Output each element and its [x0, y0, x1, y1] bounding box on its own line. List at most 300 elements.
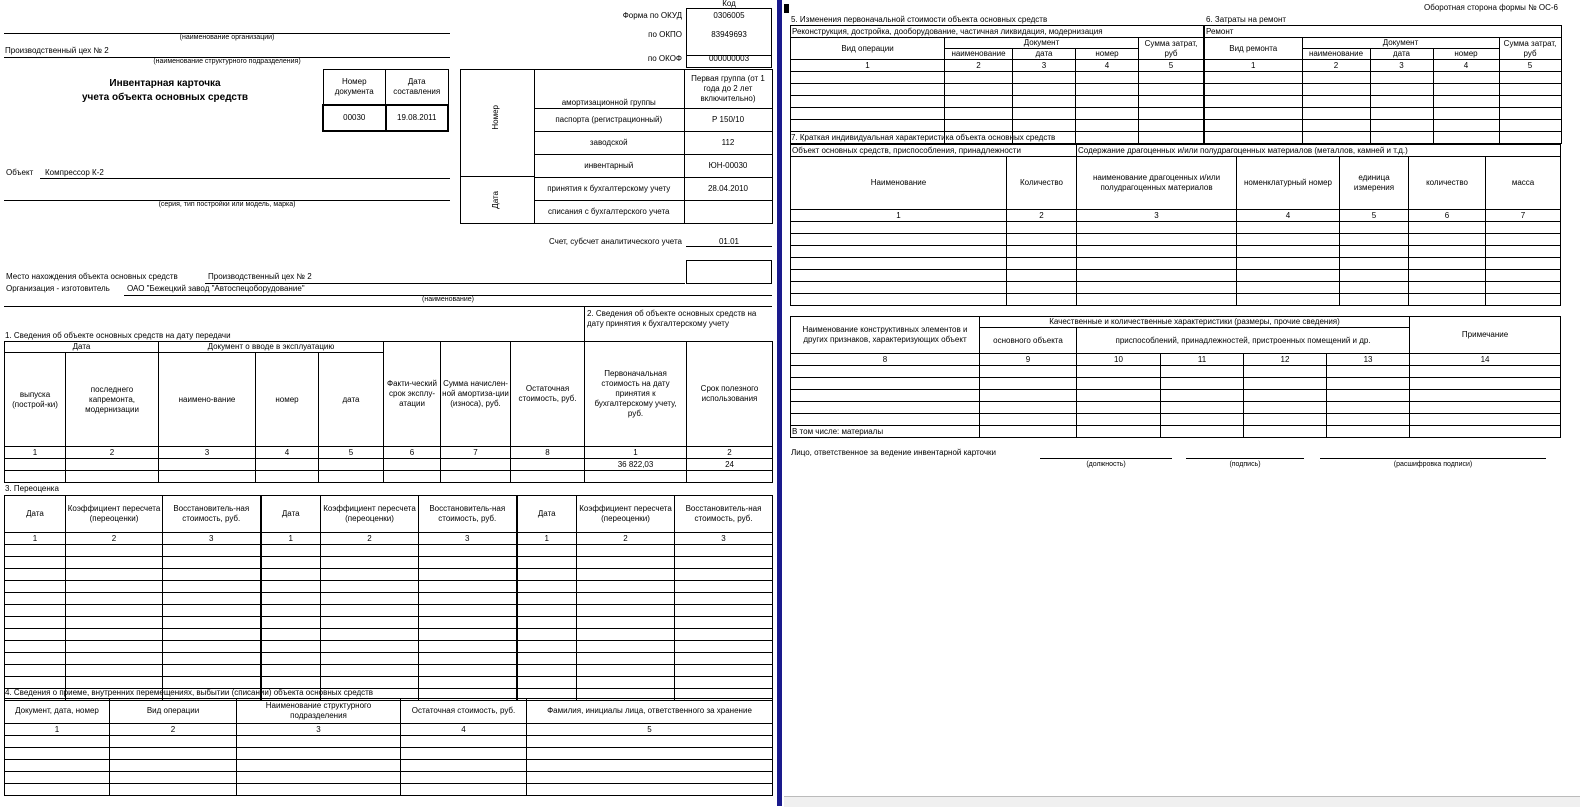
useful-life-value[interactable]: 24 — [687, 459, 773, 471]
writeoff-date-value[interactable] — [684, 201, 772, 224]
table-cell[interactable] — [675, 677, 773, 689]
table-cell[interactable] — [419, 629, 517, 641]
table-cell[interactable] — [419, 641, 517, 653]
table-cell[interactable] — [1327, 366, 1410, 378]
table-cell[interactable] — [1013, 72, 1076, 84]
table-cell[interactable] — [675, 545, 773, 557]
table-cell[interactable] — [980, 426, 1077, 438]
table-cell[interactable] — [1302, 72, 1370, 84]
table-cell[interactable] — [321, 557, 419, 569]
table-cell[interactable] — [66, 605, 163, 617]
table-cell[interactable] — [791, 378, 980, 390]
table-cell[interactable] — [1237, 270, 1340, 282]
table-cell[interactable] — [791, 120, 945, 132]
table-cell[interactable] — [1370, 120, 1433, 132]
okof-value[interactable]: 000000003 — [708, 54, 750, 63]
table-cell[interactable] — [163, 557, 261, 569]
table-cell[interactable] — [1013, 84, 1076, 96]
table-cell[interactable] — [945, 84, 1013, 96]
table-cell[interactable] — [791, 96, 945, 108]
table-cell[interactable] — [1302, 108, 1370, 120]
table-cell[interactable] — [577, 593, 675, 605]
table-cell[interactable] — [261, 593, 321, 605]
table-cell[interactable] — [163, 665, 261, 677]
table-cell[interactable] — [1486, 234, 1561, 246]
table-cell[interactable] — [1499, 132, 1561, 144]
table-cell[interactable] — [261, 653, 321, 665]
table-cell[interactable] — [5, 557, 66, 569]
table-cell[interactable] — [1076, 120, 1139, 132]
object-value[interactable]: Компрессор К-2 — [45, 168, 104, 177]
table-cell[interactable] — [5, 665, 66, 677]
table-cell[interactable] — [1340, 270, 1409, 282]
table-cell[interactable] — [1370, 84, 1433, 96]
table-cell[interactable] — [261, 581, 321, 593]
table-cell[interactable] — [163, 629, 261, 641]
table-cell[interactable] — [1237, 222, 1340, 234]
table-cell[interactable] — [1410, 366, 1561, 378]
table-cell[interactable] — [401, 784, 527, 796]
table-cell[interactable] — [517, 617, 577, 629]
table-cell[interactable] — [1410, 378, 1561, 390]
table-cell[interactable] — [321, 593, 419, 605]
table-cell[interactable] — [1370, 96, 1433, 108]
table-cell[interactable] — [1204, 120, 1302, 132]
factory-value[interactable]: 112 — [684, 132, 772, 155]
table-cell[interactable] — [577, 641, 675, 653]
table-cell[interactable] — [163, 653, 261, 665]
table-cell[interactable] — [1409, 234, 1486, 246]
table-cell[interactable] — [1077, 294, 1237, 306]
table-cell[interactable] — [5, 581, 66, 593]
table-cell[interactable] — [1077, 222, 1237, 234]
table-cell[interactable] — [401, 748, 527, 760]
table-cell[interactable] — [1237, 246, 1340, 258]
table-cell[interactable] — [1499, 84, 1561, 96]
table-cell[interactable] — [163, 545, 261, 557]
table-cell[interactable] — [1433, 72, 1499, 84]
table-cell[interactable] — [261, 629, 321, 641]
table-cell[interactable] — [1302, 120, 1370, 132]
table-cell[interactable] — [1077, 402, 1161, 414]
table-cell[interactable] — [1340, 282, 1409, 294]
table-cell[interactable] — [1237, 258, 1340, 270]
table-cell[interactable] — [5, 748, 110, 760]
table-cell[interactable] — [1007, 270, 1077, 282]
table-cell[interactable] — [1370, 72, 1433, 84]
table-cell[interactable] — [1486, 294, 1561, 306]
table-cell[interactable] — [1161, 426, 1244, 438]
table-cell[interactable] — [1340, 294, 1409, 306]
table-cell[interactable] — [1007, 222, 1077, 234]
table-cell[interactable] — [791, 270, 1007, 282]
table-cell[interactable] — [110, 784, 237, 796]
table-cell[interactable] — [66, 629, 163, 641]
table-cell[interactable] — [419, 545, 517, 557]
table-cell[interactable] — [1007, 234, 1077, 246]
table-cell[interactable] — [527, 736, 773, 748]
table-cell[interactable] — [5, 772, 110, 784]
table-cell[interactable] — [66, 593, 163, 605]
table-cell[interactable] — [1410, 426, 1561, 438]
table-cell[interactable] — [419, 605, 517, 617]
table-cell[interactable] — [675, 569, 773, 581]
table-cell[interactable] — [791, 366, 980, 378]
maker-value[interactable]: ОАО "Бежецкий завод "Автоспецоборудование" — [127, 284, 305, 293]
table-cell[interactable] — [1013, 96, 1076, 108]
table-cell[interactable] — [1409, 258, 1486, 270]
table-cell[interactable] — [419, 569, 517, 581]
table-cell[interactable] — [577, 569, 675, 581]
table-cell[interactable] — [1161, 414, 1244, 426]
table-cell[interactable] — [527, 772, 773, 784]
table-cell[interactable] — [1244, 414, 1327, 426]
table-cell[interactable] — [577, 545, 675, 557]
table-cell[interactable] — [675, 605, 773, 617]
table-cell[interactable] — [527, 760, 773, 772]
table-cell[interactable] — [321, 641, 419, 653]
table-cell[interactable] — [261, 617, 321, 629]
table-cell[interactable] — [1409, 270, 1486, 282]
table-cell[interactable] — [517, 677, 577, 689]
table-cell[interactable] — [321, 653, 419, 665]
table-cell[interactable] — [110, 772, 237, 784]
table-cell[interactable] — [321, 629, 419, 641]
decode-line[interactable] — [1320, 458, 1546, 459]
table-cell[interactable] — [980, 390, 1077, 402]
table-cell[interactable] — [517, 605, 577, 617]
table-cell[interactable] — [517, 641, 577, 653]
table-cell[interactable] — [261, 545, 321, 557]
table-cell[interactable] — [66, 665, 163, 677]
table-cell[interactable] — [66, 677, 163, 689]
table-cell[interactable] — [1486, 270, 1561, 282]
table-cell[interactable] — [401, 772, 527, 784]
table-cell[interactable] — [1244, 366, 1327, 378]
table-cell[interactable] — [321, 545, 419, 557]
table-cell[interactable] — [261, 605, 321, 617]
table-cell[interactable] — [675, 617, 773, 629]
table-cell[interactable] — [1486, 246, 1561, 258]
signature-line[interactable] — [1186, 458, 1304, 459]
table-cell[interactable] — [675, 641, 773, 653]
table-cell[interactable] — [527, 784, 773, 796]
table-cell[interactable] — [5, 760, 110, 772]
table-cell[interactable] — [1327, 390, 1410, 402]
table-cell[interactable] — [163, 593, 261, 605]
table-cell[interactable] — [675, 557, 773, 569]
table-cell[interactable] — [321, 569, 419, 581]
table-cell[interactable] — [163, 569, 261, 581]
table-cell[interactable] — [577, 605, 675, 617]
table-cell[interactable] — [1077, 270, 1237, 282]
table-cell[interactable] — [1410, 414, 1561, 426]
table-cell[interactable] — [577, 653, 675, 665]
table-cell[interactable] — [791, 246, 1007, 258]
table-cell[interactable] — [1077, 234, 1237, 246]
table-cell[interactable] — [1077, 258, 1237, 270]
table-cell[interactable] — [321, 617, 419, 629]
table-cell[interactable] — [577, 677, 675, 689]
table-cell[interactable] — [5, 605, 66, 617]
table-cell[interactable] — [1007, 294, 1077, 306]
table-cell[interactable] — [5, 545, 66, 557]
table-cell[interactable] — [1139, 96, 1204, 108]
table-cell[interactable] — [163, 677, 261, 689]
table-cell[interactable] — [66, 653, 163, 665]
table-cell[interactable] — [419, 665, 517, 677]
table-cell[interactable] — [517, 653, 577, 665]
table-cell[interactable] — [1244, 402, 1327, 414]
table-cell[interactable] — [5, 784, 110, 796]
table-cell[interactable] — [791, 414, 980, 426]
table-cell[interactable] — [1076, 108, 1139, 120]
table-cell[interactable] — [1302, 96, 1370, 108]
table-cell[interactable] — [1139, 120, 1204, 132]
table-cell[interactable] — [517, 557, 577, 569]
table-cell[interactable] — [1302, 84, 1370, 96]
table-cell[interactable] — [1409, 294, 1486, 306]
table-cell[interactable] — [321, 581, 419, 593]
table-cell[interactable] — [419, 617, 517, 629]
table-cell[interactable] — [1340, 222, 1409, 234]
table-cell[interactable] — [1327, 426, 1410, 438]
table-cell[interactable] — [1076, 84, 1139, 96]
table-cell[interactable] — [1433, 132, 1499, 144]
table-cell[interactable] — [1499, 108, 1561, 120]
table-cell[interactable] — [1204, 84, 1302, 96]
docnum-value[interactable]: 00030 — [323, 105, 386, 131]
table-cell[interactable] — [419, 581, 517, 593]
table-cell[interactable] — [517, 569, 577, 581]
table-cell[interactable] — [401, 760, 527, 772]
table-cell[interactable] — [1499, 72, 1561, 84]
table-cell[interactable] — [5, 736, 110, 748]
table-cell[interactable] — [1237, 282, 1340, 294]
table-cell[interactable] — [1499, 120, 1561, 132]
table-cell[interactable] — [1077, 378, 1161, 390]
table-cell[interactable] — [1013, 120, 1076, 132]
table-cell[interactable] — [1486, 222, 1561, 234]
table-cell[interactable] — [110, 736, 237, 748]
table-cell[interactable] — [1409, 222, 1486, 234]
table-cell[interactable] — [261, 641, 321, 653]
location-value[interactable]: Производственный цех № 2 — [208, 272, 312, 281]
table-cell[interactable] — [791, 390, 980, 402]
table-cell[interactable] — [517, 593, 577, 605]
table-cell[interactable] — [1409, 246, 1486, 258]
table-cell[interactable] — [1204, 96, 1302, 108]
table-cell[interactable] — [1340, 258, 1409, 270]
table-cell[interactable] — [980, 378, 1077, 390]
table-cell[interactable] — [980, 366, 1077, 378]
dept-value[interactable]: Производственный цех № 2 — [5, 46, 109, 55]
table-cell[interactable] — [1007, 282, 1077, 294]
table-cell[interactable] — [5, 653, 66, 665]
table-cell[interactable] — [419, 677, 517, 689]
table-cell[interactable] — [1076, 132, 1139, 144]
table-cell[interactable] — [1340, 246, 1409, 258]
table-cell[interactable] — [163, 605, 261, 617]
table-cell[interactable] — [945, 72, 1013, 84]
table-cell[interactable] — [1077, 282, 1237, 294]
table-cell[interactable] — [945, 96, 1013, 108]
table-cell[interactable] — [5, 569, 66, 581]
passport-value[interactable]: Р 150/10 — [684, 109, 772, 132]
table-cell[interactable] — [261, 557, 321, 569]
table-cell[interactable] — [1013, 108, 1076, 120]
table-cell[interactable] — [1007, 258, 1077, 270]
table-cell[interactable] — [1327, 402, 1410, 414]
table-cell[interactable] — [1499, 96, 1561, 108]
table-cell[interactable] — [791, 258, 1007, 270]
table-cell[interactable] — [517, 581, 577, 593]
table-cell[interactable] — [577, 629, 675, 641]
table-cell[interactable] — [5, 629, 66, 641]
table-cell[interactable] — [5, 593, 66, 605]
table-cell[interactable] — [945, 108, 1013, 120]
table-cell[interactable] — [791, 282, 1007, 294]
table-cell[interactable] — [945, 120, 1013, 132]
table-cell[interactable] — [517, 629, 577, 641]
table-cell[interactable] — [237, 736, 401, 748]
table-cell[interactable] — [419, 557, 517, 569]
table-cell[interactable] — [1370, 108, 1433, 120]
table-cell[interactable] — [1327, 378, 1410, 390]
table-cell[interactable] — [5, 641, 66, 653]
table-cell[interactable] — [1433, 108, 1499, 120]
table-cell[interactable] — [163, 641, 261, 653]
amort-group-value[interactable]: Первая группа (от 1 года до 2 лет включительно) — [684, 70, 772, 109]
table-cell[interactable] — [237, 772, 401, 784]
table-cell[interactable] — [163, 581, 261, 593]
table-cell[interactable] — [5, 617, 66, 629]
table-cell[interactable] — [237, 784, 401, 796]
bottom-scroll-strip[interactable] — [784, 796, 1580, 807]
table-cell[interactable] — [517, 665, 577, 677]
table-cell[interactable] — [1244, 426, 1327, 438]
table-cell[interactable] — [1139, 108, 1204, 120]
table-cell[interactable] — [66, 641, 163, 653]
table-cell[interactable] — [577, 617, 675, 629]
table-cell[interactable] — [1161, 366, 1244, 378]
table-cell[interactable] — [1161, 402, 1244, 414]
table-cell[interactable] — [1204, 72, 1302, 84]
inventory-value[interactable]: ЮН-00030 — [684, 155, 772, 178]
table-cell[interactable] — [66, 569, 163, 581]
table-cell[interactable] — [980, 414, 1077, 426]
table-cell[interactable] — [791, 222, 1007, 234]
table-cell[interactable] — [1139, 84, 1204, 96]
table-cell[interactable] — [1161, 378, 1244, 390]
table-cell[interactable] — [791, 108, 945, 120]
table-cell[interactable] — [110, 748, 237, 760]
table-cell[interactable] — [1076, 72, 1139, 84]
table-cell[interactable] — [401, 736, 527, 748]
docdate-value[interactable]: 19.08.2011 — [386, 105, 449, 131]
table-cell[interactable] — [675, 593, 773, 605]
table-cell[interactable] — [1410, 390, 1561, 402]
table-cell[interactable] — [1237, 294, 1340, 306]
table-cell[interactable] — [675, 581, 773, 593]
table-cell[interactable] — [1204, 132, 1302, 144]
table-cell[interactable] — [577, 581, 675, 593]
table-cell[interactable] — [1077, 426, 1161, 438]
table-cell[interactable] — [1139, 132, 1204, 144]
table-cell[interactable] — [1409, 282, 1486, 294]
table-cell[interactable] — [1161, 390, 1244, 402]
accept-date-value[interactable]: 28.04.2010 — [684, 178, 772, 201]
table-cell[interactable] — [237, 760, 401, 772]
table-cell[interactable] — [517, 545, 577, 557]
table-cell[interactable] — [66, 545, 163, 557]
table-cell[interactable] — [675, 629, 773, 641]
table-cell[interactable] — [1139, 72, 1204, 84]
table-cell[interactable] — [419, 593, 517, 605]
table-cell[interactable] — [1340, 234, 1409, 246]
table-cell[interactable] — [1433, 84, 1499, 96]
table-cell[interactable] — [1077, 414, 1161, 426]
table-cell[interactable] — [1076, 96, 1139, 108]
okud-value[interactable]: 0306005 — [713, 11, 745, 20]
table-cell[interactable] — [261, 665, 321, 677]
table-cell[interactable] — [577, 665, 675, 677]
table-cell[interactable] — [1244, 390, 1327, 402]
table-cell[interactable] — [1410, 402, 1561, 414]
table-cell[interactable] — [66, 581, 163, 593]
table-cell[interactable] — [675, 653, 773, 665]
table-cell[interactable] — [1007, 246, 1077, 258]
account-value[interactable]: 01.01 — [686, 237, 772, 247]
table-cell[interactable] — [5, 677, 66, 689]
table-cell[interactable] — [791, 72, 945, 84]
table-cell[interactable] — [577, 557, 675, 569]
table-cell[interactable] — [1302, 132, 1370, 144]
table-cell[interactable] — [321, 605, 419, 617]
table-cell[interactable] — [163, 617, 261, 629]
table-cell[interactable] — [237, 748, 401, 760]
table-cell[interactable] — [321, 677, 419, 689]
table-cell[interactable] — [675, 665, 773, 677]
table-cell[interactable] — [66, 557, 163, 569]
table-cell[interactable] — [110, 760, 237, 772]
table-cell[interactable] — [1433, 96, 1499, 108]
table-cell[interactable] — [1077, 366, 1161, 378]
table-cell[interactable] — [1077, 390, 1161, 402]
table-cell[interactable] — [1077, 246, 1237, 258]
table-cell[interactable] — [1327, 414, 1410, 426]
table-cell[interactable] — [1486, 282, 1561, 294]
table-cell[interactable] — [419, 653, 517, 665]
table-cell[interactable] — [791, 234, 1007, 246]
table-cell[interactable] — [980, 402, 1077, 414]
table-cell[interactable] — [1370, 132, 1433, 144]
table-cell[interactable] — [321, 665, 419, 677]
table-cell[interactable] — [1237, 234, 1340, 246]
table-cell[interactable] — [261, 569, 321, 581]
table-cell[interactable] — [1433, 120, 1499, 132]
table-cell[interactable] — [1204, 108, 1302, 120]
table-cell[interactable] — [527, 748, 773, 760]
okpo-value[interactable]: 83949693 — [711, 30, 747, 39]
table-cell[interactable] — [1244, 378, 1327, 390]
table-cell[interactable] — [66, 617, 163, 629]
position-line[interactable] — [1040, 458, 1172, 459]
initial-cost-value[interactable]: 36 822,03 — [585, 459, 687, 471]
table-cell[interactable] — [791, 402, 980, 414]
table-cell[interactable] — [261, 677, 321, 689]
table-cell[interactable] — [1486, 258, 1561, 270]
